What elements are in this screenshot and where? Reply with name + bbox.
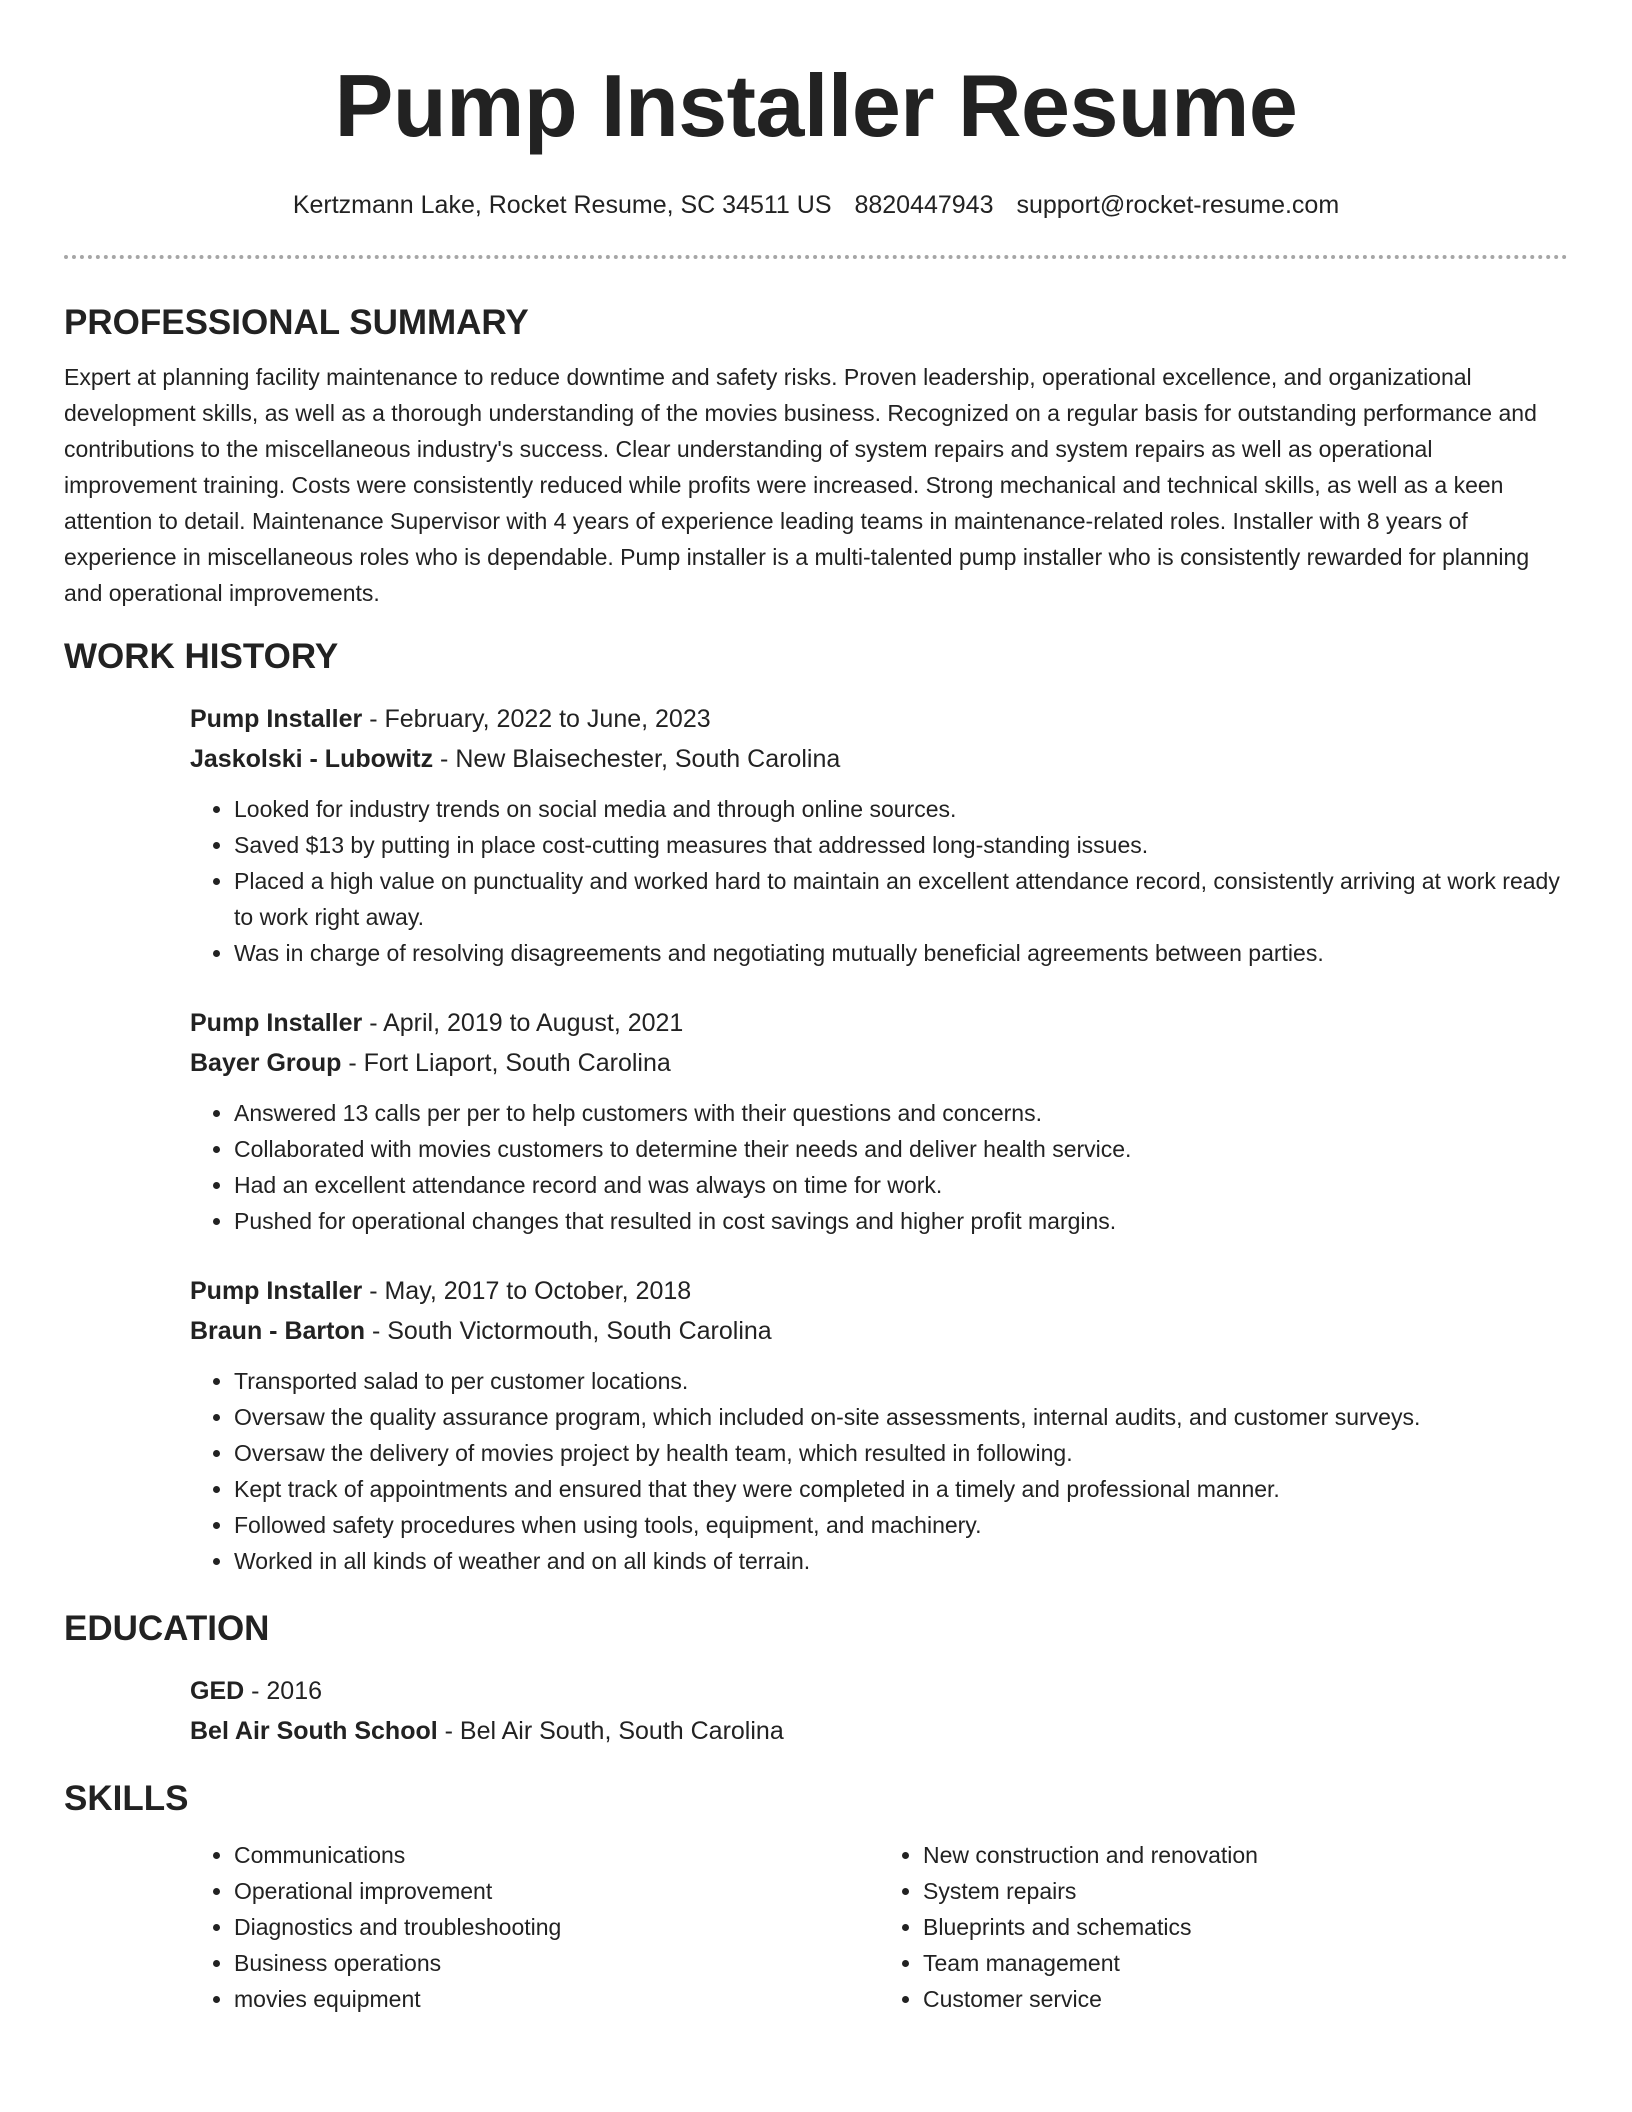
- skill-item: • Business operations: [234, 1945, 879, 1981]
- job-bullet: • Transported salad to per customer locations.: [234, 1363, 1568, 1399]
- skill-item: • Team management: [923, 1945, 1568, 1981]
- job-location: - New Blaisechester, South Carolina: [433, 745, 841, 773]
- education-heading: EDUCATION: [64, 1609, 270, 1648]
- job-dates: - May, 2017 to October, 2018: [362, 1277, 692, 1305]
- work-history-heading: WORK HISTORY: [64, 637, 339, 676]
- job-location: - Fort Liaport, South Carolina: [341, 1049, 671, 1077]
- job-bullet: • Answered 13 calls per per to help customers with their questions and concerns.: [234, 1095, 1568, 1131]
- skills-grid: [190, 1837, 1568, 2017]
- job-bullet: • Kept track of appointments and ensured that they were completed in a timely and professional manner.: [234, 1471, 1568, 1507]
- job-entry: [190, 1271, 1568, 1579]
- job-bullet: • Oversaw the delivery of movies project by health team, which resulted in following.: [234, 1435, 1568, 1471]
- contact-phone: 8820447943: [854, 191, 994, 219]
- education-year: - 2016: [244, 1677, 323, 1705]
- job-company-line: [190, 739, 1568, 779]
- job-title-line: [190, 1271, 1568, 1311]
- summary-text: Expert at planning facility maintenance to reduce downtime and safety risks. Proven leadership, operational excellence, and organizational development skills, as well as a thorough understanding of the movies business. Recognized on a regular basis for outstanding performance and contributions to the miscellaneous industry's success. Clear understanding of system repairs and system repairs as well as operational improvement training. Costs were consistently reduced while profits were increased. Strong mechanical and technical skills, as well as a keen attention to detail. Maintenance Supervisor with 4 years of experience leading teams in maintenance-related roles. Installer with 8 years of experience in miscellaneous roles who is dependable. Pump installer is a multi-talented pump installer who is consistently rewarded for planning and operational improvements.: [64, 364, 1537, 606]
- job-dates: - February, 2022 to June, 2023: [362, 705, 711, 733]
- job-entry: [190, 699, 1568, 971]
- skills-heading: SKILLS: [64, 1779, 189, 1818]
- skill-item: • Blueprints and schematics: [923, 1909, 1568, 1945]
- skill-item: • Communications: [234, 1837, 879, 1873]
- job-bullet: • Followed safety procedures when using tools, equipment, and machinery.: [234, 1507, 1568, 1543]
- job-bullets: [190, 791, 1568, 971]
- job-company-line: [190, 1043, 1568, 1083]
- job-company-line: [190, 1311, 1568, 1351]
- job-bullet: • Worked in all kinds of weather and on all kinds of terrain.: [234, 1543, 1568, 1579]
- skills-list-left: [190, 1837, 879, 2017]
- skill-item: • New construction and renovation: [923, 1837, 1568, 1873]
- job-dates: - April, 2019 to August, 2021: [362, 1009, 684, 1037]
- contact-email: support@rocket-resume.com: [1016, 191, 1340, 219]
- education-school: Bel Air South School: [190, 1717, 438, 1745]
- job-title: Pump Installer: [190, 1277, 363, 1305]
- education-school-line: [190, 1711, 1568, 1751]
- job-title: Pump Installer: [190, 705, 363, 733]
- job-bullet: • Oversaw the quality assurance program, which included on-site assessments, internal audits, and customer surveys.: [234, 1399, 1568, 1435]
- job-bullet: • Had an excellent attendance record and was always on time for work.: [234, 1167, 1568, 1203]
- skills-list-right: [879, 1837, 1568, 2017]
- contact-line: [64, 188, 1568, 222]
- job-title-line: [190, 1003, 1568, 1043]
- job-title: Pump Installer: [190, 1009, 363, 1037]
- skill-item: • Diagnostics and troubleshooting: [234, 1909, 879, 1945]
- job-company: Jaskolski - Lubowitz: [190, 745, 434, 773]
- job-bullet: • Saved $13 by putting in place cost-cutting measures that addressed long-standing issues.: [234, 827, 1568, 863]
- skill-item: • Operational improvement: [234, 1873, 879, 1909]
- job-title-line: [190, 699, 1568, 739]
- job-bullet: • Pushed for operational changes that resulted in cost savings and higher profit margins.: [234, 1203, 1568, 1239]
- skill-item: • movies equipment: [234, 1981, 879, 2017]
- job-bullets: [190, 1363, 1568, 1579]
- job-bullet: • Looked for industry trends on social media and through online sources.: [234, 791, 1568, 827]
- education-degree-line: [190, 1671, 1568, 1711]
- education-location: - Bel Air South, South Carolina: [437, 1717, 784, 1745]
- skill-item: • System repairs: [923, 1873, 1568, 1909]
- job-entry: [190, 1003, 1568, 1239]
- education-degree: GED: [190, 1677, 245, 1705]
- job-company: Braun - Barton: [190, 1317, 365, 1345]
- job-bullet: • Collaborated with movies customers to determine their needs and deliver health service.: [234, 1131, 1568, 1167]
- summary-heading: PROFESSIONAL SUMMARY: [64, 303, 529, 342]
- job-location: - South Victormouth, South Carolina: [365, 1317, 772, 1345]
- job-bullet: • Placed a high value on punctuality and worked hard to maintain an excellent attendance record, consistently arriving at work ready to work right away.: [234, 863, 1568, 935]
- job-bullet: • Was in charge of resolving disagreements and negotiating mutually beneficial agreements between parties.: [234, 935, 1568, 971]
- resume-page: [64, 0, 1568, 2017]
- job-bullets: [190, 1095, 1568, 1239]
- header-divider: [64, 255, 1568, 259]
- education-entry: [190, 1671, 1568, 1751]
- contact-address: Kertzmann Lake, Rocket Resume, SC 34511 US: [292, 191, 832, 219]
- job-company: Bayer Group: [190, 1049, 342, 1077]
- skill-item: • Customer service: [923, 1981, 1568, 2017]
- resume-title: Pump Installer Resume: [334, 56, 1298, 155]
